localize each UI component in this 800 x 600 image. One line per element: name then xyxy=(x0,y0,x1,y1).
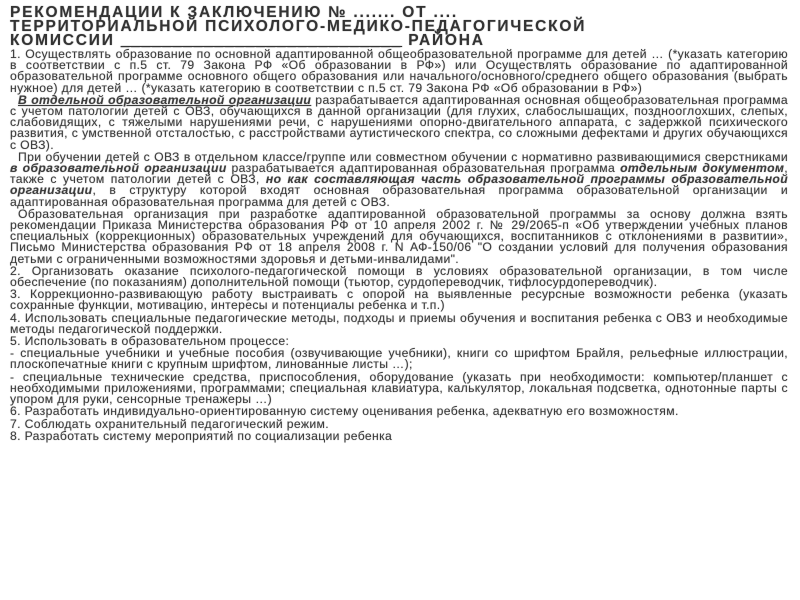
title-commission: КОМИССИИ xyxy=(10,32,115,49)
title-date-blank: .... xyxy=(433,4,458,21)
paragraph-3-emphasis-f: но как составляющая часть образовательной программы образовательной организации xyxy=(10,172,788,198)
document-body xyxy=(10,49,788,442)
paragraph-8: 5. Использовать в образовательном процессе: xyxy=(10,334,290,349)
paragraph-10: - специальные технические средства, приспособления, оборудование (указать при необходимости: компьютер/планшет с необходимыми приложениями, программами; специальная клавиатура, калькулятор, локальная подсветка, однотонные парты с упором для руки, сенсорные тренажеры …) xyxy=(10,369,788,407)
title-district-blank: ___________________________ xyxy=(120,32,403,49)
title-district: РАЙОНА xyxy=(408,32,485,49)
paragraph-3-emphasis-d: отдельным документом xyxy=(620,161,785,176)
paragraph-3-text-c: разрабатывается адаптированная образовательная программа xyxy=(226,161,621,176)
document-title xyxy=(10,6,788,48)
paragraph-4: Образовательная организация при разработке адаптированной образовательной программы за основу должна взять рекомендации Приказа Министерства образования РФ от 10 апреля 2002 г. № 29/2065-п «Об утверждении учебных планов специальных (коррекционных) образовательных учреждений для обучающихся, воспитанников с отклонениями в развитии», Письмо Министерства образования РФ от 18 апреля 2008 г. N АФ-150/06 "О создании условий для получения образования детьми с ограниченными возможностями здоровья и детьми-инвалидами". xyxy=(10,206,788,266)
title-line-2: ТЕРРИТОРИАЛЬНОЙ ПСИХОЛОГО-МЕДИКО-ПЕДАГОГИЧЕСКОЙ xyxy=(10,18,587,35)
title-from: ОТ xyxy=(402,4,428,21)
paragraph-1: 1. Осуществлять образование по основной адаптированной общеобразовательной программе для детей … (*указать категорию в соответствии с п.5 ст. 79 Закона РФ «Об образовании в РФ») или Осуществлять образование по адаптированной образовательной программе основного общего образования или начального/основного/среднего общего образования (выбрать нужное) для детей … (*указать категорию в соответствии с п.5 ст. 79 Закона РФ «Об образовании в РФ») xyxy=(10,47,788,95)
paragraph-12: 7. Соблюдать охранительный педагогический режим. xyxy=(10,416,329,431)
paragraph-3-text-g: , в структуру которой входят основная образовательная программа образовательной организации и адаптированная образовательная программа для детей с ОВЗ. xyxy=(10,183,788,209)
title-line-3 xyxy=(10,34,788,48)
paragraph-7: 4. Использовать специальные педагогические методы, подходы и приемы обучения и воспитания ребенка с ОВЗ и необходимые методы педагогической поддержки. xyxy=(10,310,788,336)
title-recommendations: РЕКОМЕНДАЦИИ К ЗАКЛЮЧЕНИЮ № xyxy=(10,4,348,21)
paragraph-5: 2. Организовать оказание психолого-педагогической помощи в условиях образовательной организации, в том числе обеспечение (по показаниям) дополнительной помощи (тьютор, сурдопереводчик, тифлосурдопереводчик). xyxy=(10,263,788,290)
paragraph-3 xyxy=(10,149,788,209)
paragraph-13: 8. Разработать систему мероприятий по социализации ребенка xyxy=(10,428,393,443)
paragraph-2-text: разрабатывается адаптированная основная общеобразовательная программа с учетом патологии детей с ОВЗ, обучающихся в данной организации (для глухих, слабослышащих, позднооглохших, слепых, слабовидящих, с тяжелыми нарушениями речи, с нарушениями опорно-двигательного аппарата, с задержкой психического развития, с умственной отсталостью, с расстройствами аутистического спектра, со сложными дефектами и других обучающихся с ОВЗ). xyxy=(10,92,788,152)
paragraph-3-text-e: , также с учетом патологии детей с ОВЗ, xyxy=(10,161,788,187)
paragraph-2-emphasis: В отдельной образовательной организации xyxy=(18,92,312,107)
title-number-blank: ....... xyxy=(353,4,397,21)
paragraph-2 xyxy=(10,92,788,152)
paragraph-3-emphasis-b: в образовательной организации xyxy=(10,161,227,176)
paragraph-9: - специальные учебники и учебные пособия (озвучивающие учебники), книги со шрифтом Брайля, рельефные иллюстрации, плоскопечатные книги с крупным шрифтом, линованные листы …); xyxy=(10,346,788,372)
paragraph-11: 6. Разработать индивидуально-ориентированную систему оценивания ребенка, адекватную его возможностям. xyxy=(10,404,679,419)
paragraph-3-text-a: При обучении детей с ОВЗ в отдельном классе/группе или совместном обучении с нормативно развивающимися сверстниками xyxy=(18,149,788,164)
paragraph-6: 3. Коррекционно-развивающую работу выстраивать с опорой на выявленные ресурсные возможности ребенка (указать сохранные функции, мотивацию, интересы и потенциалы ребенка и т.п.) xyxy=(10,287,788,313)
